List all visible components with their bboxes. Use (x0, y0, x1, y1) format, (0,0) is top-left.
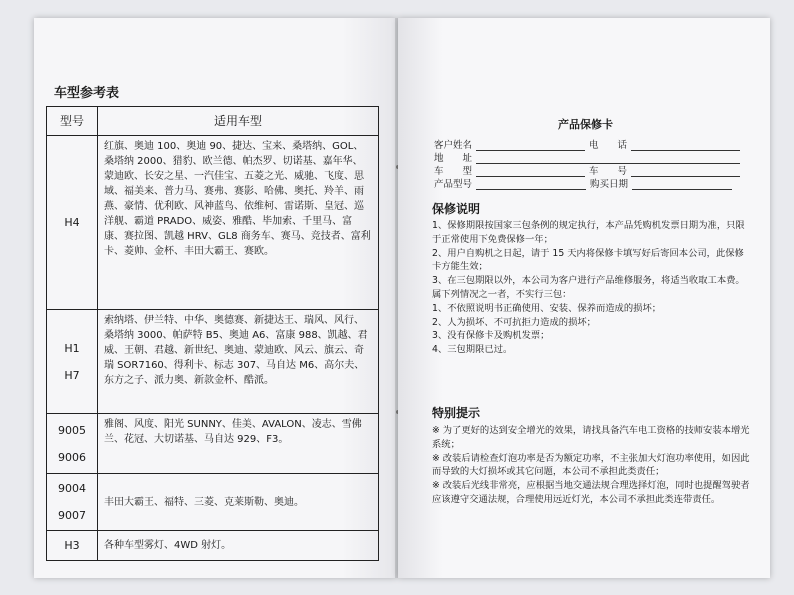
bulb-code-value: H1 (64, 341, 80, 355)
model-reference-table (46, 106, 379, 561)
form-row-product (434, 177, 744, 190)
column-header-code: 型号 (47, 107, 98, 136)
tip-line: ※ 改装后光线非常亮，应根据当地交通法规合理选择灯泡，同时也提醒驾驶者应该遵守交通法规，合理使用远近灯光，本公司不承担此类连带责任。 (432, 480, 750, 505)
warranty-line: 4、三包期限已过。 (432, 344, 513, 356)
compatible-models: 各种车型雾灯、4WD 射灯。 (98, 531, 379, 561)
column-header-models: 适用车型 (98, 107, 379, 136)
warranty-line: 1、保修期限按国家三包条例的规定执行，本产品凭购机发票日期为准，只限于正常使用下免费保修一年； (432, 220, 745, 245)
compatible-models: 红旗、奥迪 100、奥迪 90、捷达、宝来、桑塔纳、GOL、桑塔纳 2000、猎豹、欧兰德、帕杰罗、切诺基、嘉年华、蒙迪欧、长安之星、一汽佳宝、五菱之光、威驰、飞度、思域、福美来、普力马、赛弗、赛影、哈佛、奥托、羚羊、雨燕、豪情、优利欧、风神蓝鸟、依维柯、雷诺斯、皇冠、巡洋舰、霸道 PRADO、威姿、雅酷、毕加索、千里马、富康、赛拉图、凯越 HRV、GL8 商务车、赛马、竞技者、富利卡、菱帅、金杯、丰田大霸王、赛欧。 (98, 136, 379, 310)
phone-field[interactable] (631, 140, 740, 151)
bulb-code-value: H3 (64, 539, 80, 552)
car-model-label: 车 型 (434, 166, 473, 177)
warranty-form (434, 138, 744, 190)
special-tips (432, 424, 750, 507)
warranty-terms (432, 219, 750, 357)
address-label: 地 址 (434, 153, 473, 164)
bulb-code (47, 531, 98, 561)
warranty-heading: 保修说明 (432, 202, 481, 216)
warranty-line: 2、用户自购机之日起，请于 15 天内将保修卡填写好后寄回本公司，此保修卡方能生效； (432, 247, 744, 273)
bulb-code-value: H7 (64, 368, 80, 382)
bulb-code-value: 9006 (58, 450, 86, 464)
bulb-code-value: 9007 (58, 509, 86, 522)
table-row (47, 531, 379, 561)
bulb-code (47, 474, 98, 531)
warranty-line: 属下列情况之一者，不实行三包： (432, 288, 572, 300)
model-table-title: 车型参考表 (54, 86, 120, 101)
warranty-card-title: 产品保修卡 (558, 118, 613, 131)
bulb-code-value: 9004 (58, 482, 86, 495)
customer-name-label: 客户姓名 (434, 140, 473, 151)
bulb-code (47, 414, 98, 474)
form-row-car (434, 164, 744, 177)
car-model-field[interactable] (476, 166, 585, 177)
form-row-name-phone (434, 138, 744, 151)
table-row (47, 414, 379, 474)
table-row (47, 474, 379, 531)
bulb-code (47, 310, 98, 414)
product-model-label: 产品型号 (434, 179, 473, 190)
warranty-line: 3、在三包期限以外，本公司为客户进行产品维修服务，将适当收取工本费。 (432, 275, 745, 287)
purchase-date-label: 购买日期 (590, 179, 629, 190)
phone-label: 电 话 (589, 140, 628, 151)
left-page (34, 18, 396, 578)
bulb-code-value: 9005 (58, 423, 86, 437)
plate-label: 车 号 (589, 166, 628, 177)
bulb-code (47, 136, 98, 310)
compatible-models: 索纳塔、伊兰特、中华、奥德赛、新捷达王、瑞风、风行、桑塔纳 3000、帕萨特 B5、奥迪 A6、富康 988、凯越、君威、王朝、君越、新世纪、奥迪、蒙迪欧、风云、旗云、奇瑞 SOR7160、得利卡、标志 307、马自达 M6、高尔夫、东方之子、派力奥、新款金杯、酷派。 (98, 310, 379, 414)
bulb-code-value: H4 (64, 216, 80, 229)
table-row (47, 136, 379, 310)
plate-field[interactable] (631, 166, 740, 177)
right-page (398, 18, 770, 578)
compatible-models: 丰田大霸王、福特、三菱、克莱斯勒、奥迪。 (98, 474, 379, 531)
warranty-line: 2、人为损坏、不可抗拒力造成的损坏； (432, 316, 596, 328)
table-row (47, 310, 379, 414)
product-model-field[interactable] (476, 179, 586, 190)
special-tips-heading: 特别提示 (432, 406, 481, 420)
compatible-models: 雅阁、风度、阳光 SUNNY、佳美、AVALON、凌志、雪佛兰、花冠、大切诺基、马自达 929、F3。 (98, 414, 379, 474)
tip-line: ※ 为了更好的达到安全增光的效果，请找具备汽车电工资格的技师安装本增光系统； (432, 425, 750, 450)
purchase-date-field[interactable] (632, 179, 732, 190)
warranty-line: 3、没有保修卡及购机发票； (432, 330, 550, 342)
customer-name-field[interactable] (476, 140, 585, 151)
warranty-line: 1、不依照说明书正确使用、安装、保养而造成的损坏； (432, 302, 662, 314)
tip-line: ※ 改装后请检查灯泡功率是否为额定功率，不主张加大灯泡功率使用，如因此而导致的大灯损坏或其它问题，本公司不承担此类责任； (432, 452, 750, 478)
